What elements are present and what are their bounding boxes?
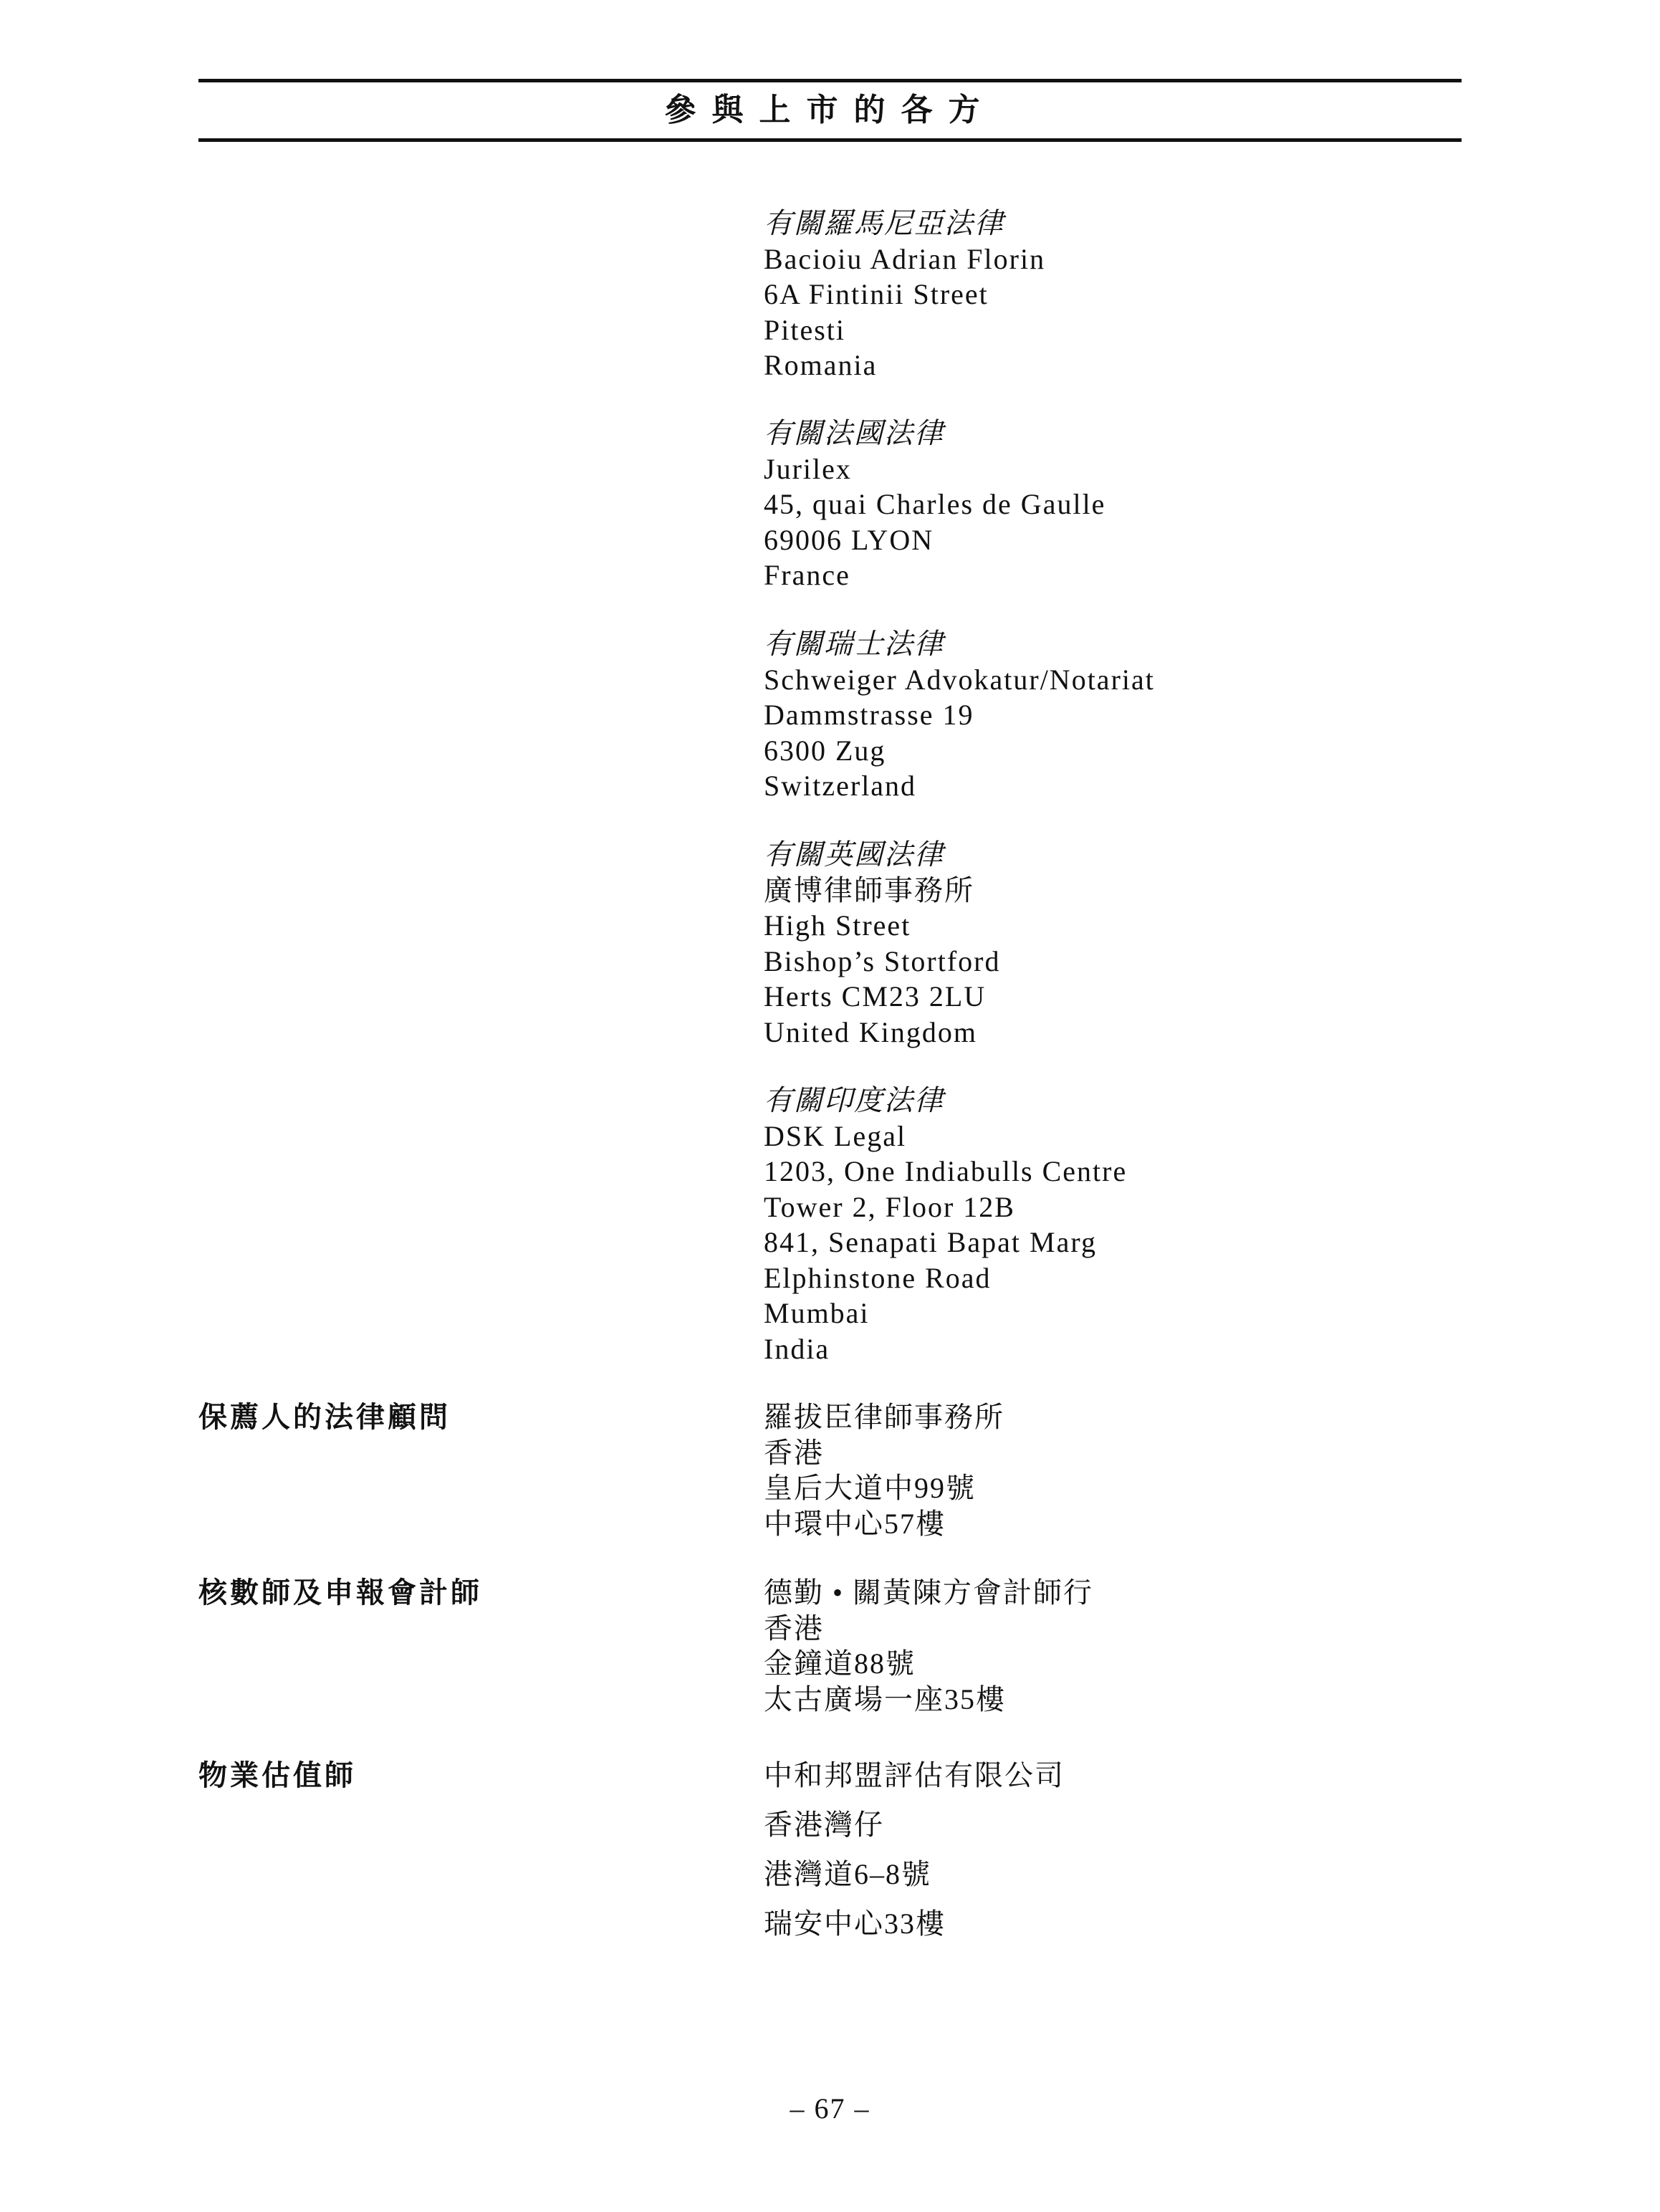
address-line: 太古廣場一座35樓	[764, 1682, 1006, 1715]
address-line: 瑞安中心33樓	[764, 1907, 946, 1940]
address-line: 香港灣仔	[764, 1809, 884, 1841]
swiss-law-adviser	[764, 626, 1155, 804]
address-line: Elphinstone Road	[764, 1261, 992, 1294]
jurisdiction-heading: 有關英國法律	[764, 838, 944, 871]
sponsor-legal-adviser	[764, 1399, 1004, 1541]
auditors	[764, 1575, 1093, 1717]
header-top-rule	[198, 79, 1462, 82]
address-line: 45, quai Charles de Gaulle	[764, 488, 1106, 520]
jurisdiction-heading: 有關羅馬尼亞法律	[764, 207, 1004, 239]
romanian-law-adviser	[764, 206, 1045, 383]
address-line: 中和邦盟評估有限公司	[764, 1759, 1065, 1791]
address-line: Herts CM23 2LU	[764, 980, 987, 1012]
address-line: DSK Legal	[764, 1119, 907, 1152]
auditors-label: 核數師及申報會計師	[198, 1576, 482, 1609]
address-line: Dammstrasse 19	[764, 699, 974, 731]
address-line: United Kingdom	[764, 1015, 977, 1048]
address-line: Mumbai	[764, 1297, 870, 1329]
indian-law-adviser	[764, 1083, 1127, 1366]
address-line: Bishop’s Stortford	[764, 944, 1001, 977]
property-valuer	[764, 1751, 1065, 1948]
address-line: 6300 Zug	[764, 734, 886, 767]
address-line: 羅拔臣律師事務所	[764, 1401, 1004, 1433]
address-line: 841, Senapati Bapat Marg	[764, 1226, 1097, 1258]
address-line: 69006 LYON	[764, 523, 934, 556]
address-line: Romania	[764, 349, 878, 381]
address-line: Schweiger Advokatur/Notariat	[764, 663, 1155, 696]
uk-law-adviser	[764, 837, 1000, 1050]
address-line: 皇后大道中99號	[764, 1472, 976, 1504]
header-bottom-rule	[198, 138, 1462, 142]
address-line: 德勤 • 關黃陳方會計師行	[764, 1576, 1094, 1609]
address-line: France	[764, 559, 850, 591]
address-line: Pitesti	[764, 313, 846, 346]
french-law-adviser	[764, 416, 1105, 593]
address-line: 6A Fintinii Street	[764, 278, 989, 310]
address-line: Tower 2, Floor 12B	[764, 1190, 1015, 1223]
address-line: Bacioiu Adrian Florin	[764, 242, 1046, 275]
address-line: High Street	[764, 909, 911, 942]
page-number: – 67 –	[790, 2092, 870, 2125]
address-line: Switzerland	[764, 770, 917, 802]
address-line: India	[764, 1332, 830, 1365]
page-title: 參與上市的各方	[664, 92, 996, 128]
jurisdiction-heading: 有關印度法律	[764, 1084, 944, 1116]
address-line: 中環中心57樓	[764, 1507, 946, 1540]
address-line: 廣博律師事務所	[764, 873, 974, 906]
sponsor-legal-adviser-label: 保薦人的法律顧問	[198, 1401, 451, 1433]
address-line: 1203, One Indiabulls Centre	[764, 1155, 1128, 1187]
address-line: 香港	[764, 1436, 824, 1469]
address-line: 金鐘道88號	[764, 1647, 916, 1680]
jurisdiction-heading: 有關瑞士法律	[764, 628, 944, 660]
address-line: 港灣道6–8號	[764, 1858, 931, 1890]
address-line: Jurilex	[764, 452, 852, 485]
property-valuer-label: 物業估值師	[198, 1759, 356, 1791]
jurisdiction-heading: 有關法國法律	[764, 417, 944, 449]
address-line: 香港	[764, 1612, 824, 1644]
